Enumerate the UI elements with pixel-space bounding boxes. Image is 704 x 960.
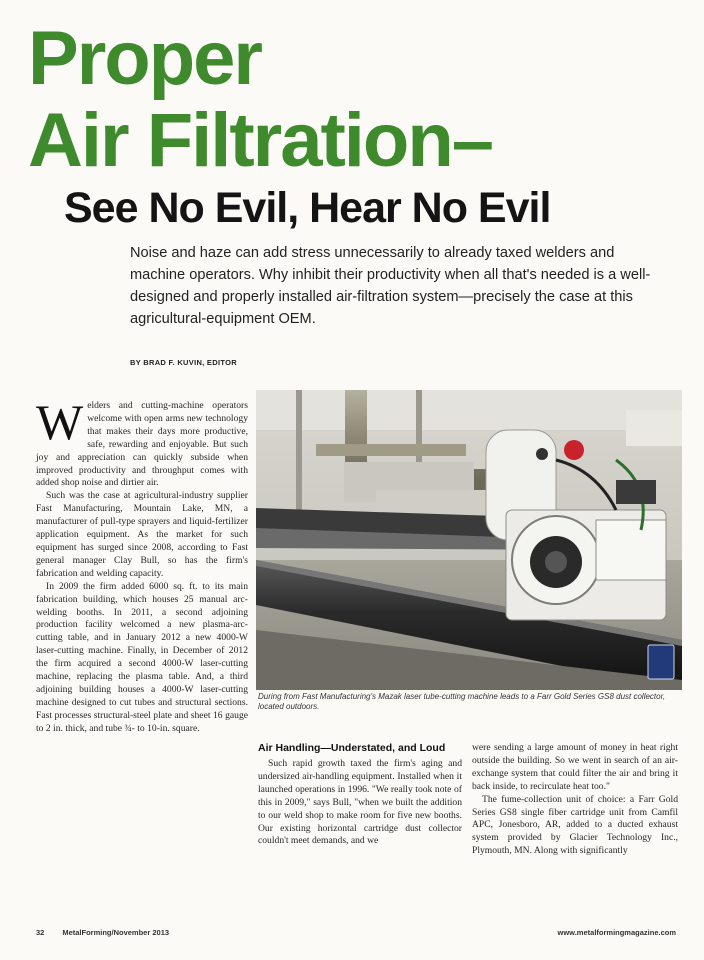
article-column-3 [472, 742, 678, 858]
headline-line-3: See No Evil, Hear No Evil [64, 184, 551, 232]
byline: BY BRAD F. KUVIN, EDITOR [130, 358, 237, 367]
paragraph: Welders and cutting-machine operators welcome with open arms new technology that makes their days more productive, safe, rewarding and enjoyable. But such joy and appreciation can quickly subside when improved productivity and throughput comes with added shop noise and dirtier air. [36, 394, 248, 489]
paragraph: In 2009 the firm added 6000 sq. ft. to its main fabrication building, which houses 25 manual arc-welding booths. In 2011, a second adjoining production facility welcomed a new plasma-arc-cutting table, and in January 2012 a new 4000-W laser-cutting machine. Finally, in December of 2012 the firm acquired a second 4000-W laser-cutting machine, replacing the plasma table. And, a third adjoining building houses a 4000-W laser-cutting machine designed to cut tubes and structural sections. Fast processes structural-steel plate and sheet 16 gauge to 2 in. thick, and tube ¾- to 10-in. square. [36, 580, 248, 734]
drop-cap: W [36, 394, 84, 450]
headline-line-1: Proper [28, 16, 261, 101]
paragraph: The fume-collection unit of choice: a Farr Gold Series GS8 single fiber cartridge unit from Camfil APC, Jonesboro, AR, added to a ducted exhaust system provided by Glacier Technology Inc., Plymouth, MN. Along with significantly [472, 793, 678, 857]
page-footer-left [36, 928, 187, 937]
photo-caption: During from Fast Manufacturing's Mazak laser tube-cutting machine leads to a Farr Gold Series GS8 dust collector, located outdoors. [258, 692, 666, 711]
page-number: 32 [36, 928, 45, 937]
article-column-1 [36, 394, 248, 736]
laser-tube-machine-illustration [256, 390, 682, 690]
article-column-2 [258, 742, 462, 848]
paragraph: Such was the case at agricultural-industry supplier Fast Manufacturing, Mountain Lake, MN, a manufacturer of pull-type sprayers and liquid-fertilizer application equipment. As the market for such equipment has surged since 2008, according to Fast general manager Clay Bull, so has the firm's fabrication and welding capacity. [36, 490, 248, 579]
headline-line-2: Air Filtration– [28, 98, 493, 183]
paragraph: were sending a large amount of money in heat right outside the building. So we went in search of an air-exchange system that could filter the air and bring it back inside, to recirculate heat too." [472, 742, 678, 792]
section-subhead: Air Handling—Understated, and Loud [258, 742, 446, 754]
article-photo [256, 390, 682, 690]
publication-name: MetalForming/November 2013 [62, 928, 170, 937]
article-deck: Noise and haze can add stress unnecessarily to already taxed welders and machine operators. Why inhibit their productivity when all that's needed is a well-designed and properly installed air-filtration system—precisely the case at this agricultural-equipment OEM. [130, 245, 651, 327]
website-url: www.metalformingmagazine.com [557, 928, 676, 937]
paragraph: Such rapid growth taxed the firm's aging and undersized air-handling equipment. Installed when it launched operations in 1996. "We really took note of this in 2009," says Bull, "when we built the addition to our weld shop to make room for five new booths. Our existing horizontal cartridge dust collector couldn't meet demands, and we [258, 758, 462, 847]
